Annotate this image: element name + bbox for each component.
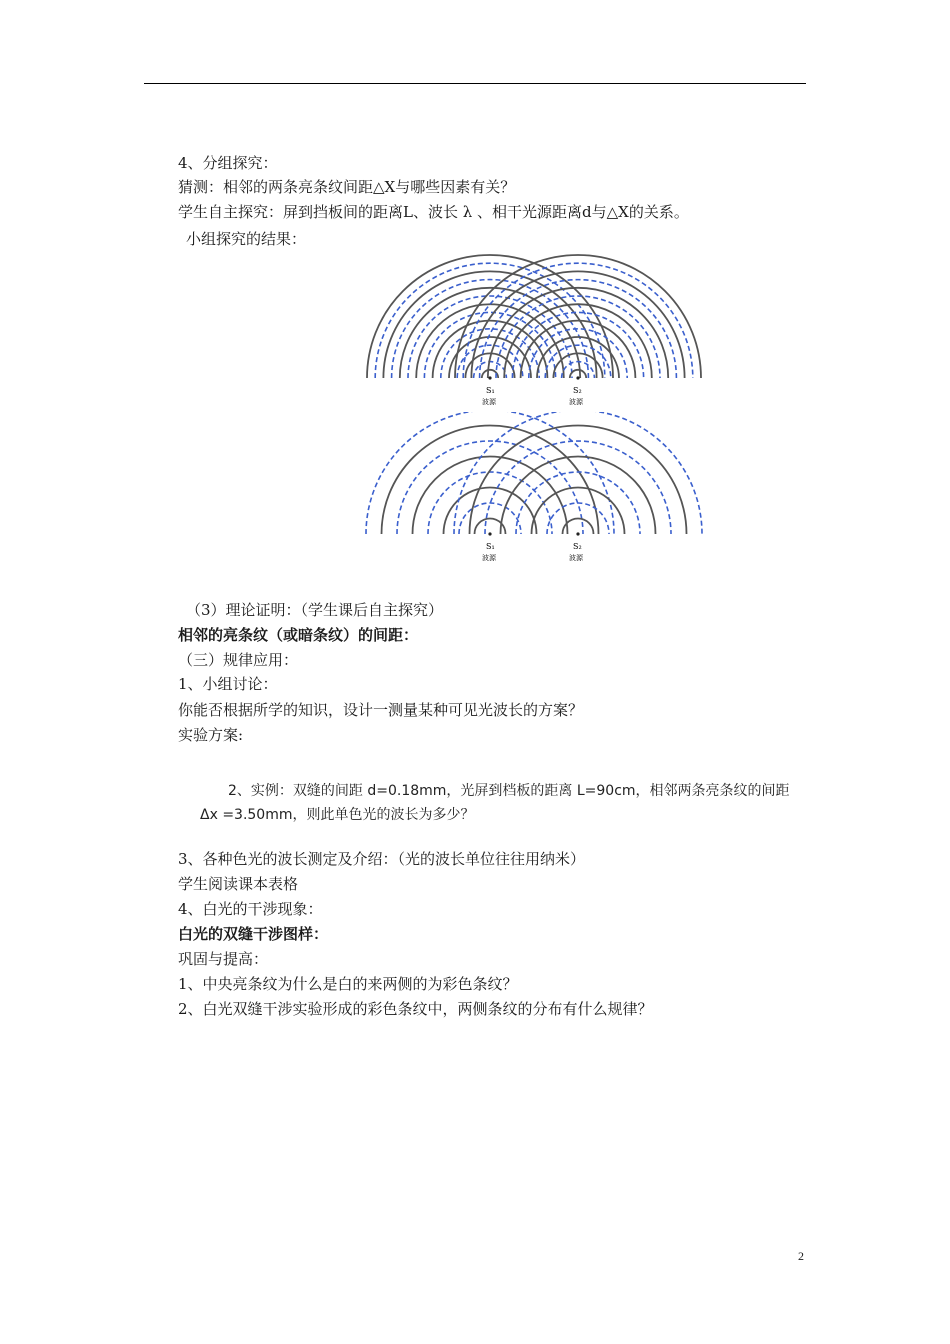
rule-application-heading: （三）规律应用： [178,651,299,669]
student-inquiry-line: 学生自主探究：屏到挡板间的距离L、波长 λ 、相干光源距离d与△X的关系。 [178,203,689,221]
interference-figure-top [360,250,720,410]
white-light-pattern-heading: 白光的双缝干涉图样： [178,925,329,943]
s2-dot [576,532,579,535]
theory-proof-line: （3）理论证明：（学生课后自主探究） [186,601,444,619]
s1-label: S₁ [486,386,495,395]
fringe-spacing-heading: 相邻的亮条纹（或暗条纹）的间距： [178,626,419,644]
header-rule [144,83,806,84]
s1-label: S₁ [486,542,495,551]
solid-wave-front [532,488,625,534]
s1-caption: 波源 [482,398,496,406]
question-2: 2、白光双缝干涉实验形成的彩色条纹中，两侧条纹的分布有什么规律？ [178,1000,653,1018]
solid-wave-front [501,457,656,535]
group-result-label: 小组探究的结果： [186,230,307,248]
s2-caption: 波源 [569,554,583,562]
section-heading-group-inquiry: 4、分组探究： [178,154,278,172]
solid-wave-front [488,288,668,378]
example-problem [200,779,810,827]
guess-line: 猜测：相邻的两条亮条纹间距△X与哪些因素有关？ [178,178,516,196]
experiment-plan-label: 实验方案: [178,726,244,744]
design-question-line: 你能否根据所学的知识，设计一测量某种可见光波长的方案？ [178,701,584,719]
s2-dot [576,376,579,379]
dashed-wave-front [454,412,702,534]
consolidation-heading: 巩固与提高： [178,950,269,968]
dashed-wave-front [366,412,614,534]
s1-dot [488,532,491,535]
s2-label: S₂ [573,542,582,551]
example-line-1: 2、实例：双缝的间距 d=0.18mm，光屏到档板的距离 L=90cm，相邻两条亮条纹的间距 [228,783,790,799]
s1-dot [488,376,491,379]
page-number: 2 [798,1249,804,1263]
s1-caption: 波源 [482,554,496,562]
wavelength-intro-line: 3、各种色光的波长测定及介绍：（光的波长单位往往用纳米） [178,850,586,868]
solid-wave-front [444,488,537,535]
interference-figure-bottom [360,412,720,572]
question-1: 1、中央亮条纹为什么是白的来两侧的为彩色条纹？ [178,975,518,993]
s2-label: S₂ [573,386,582,395]
solid-wave-front [413,457,568,535]
textbook-table-line: 学生阅读课本表格 [178,875,299,893]
s2-caption: 波源 [569,398,583,406]
example-line-2: Δx =3.50mm，则此单色光的波长为多少？ [200,807,475,823]
white-light-heading: 4、白光的干涉现象： [178,900,323,918]
group-discussion-line: 1、小组讨论： [178,675,278,693]
solid-wave-front [400,288,580,378]
